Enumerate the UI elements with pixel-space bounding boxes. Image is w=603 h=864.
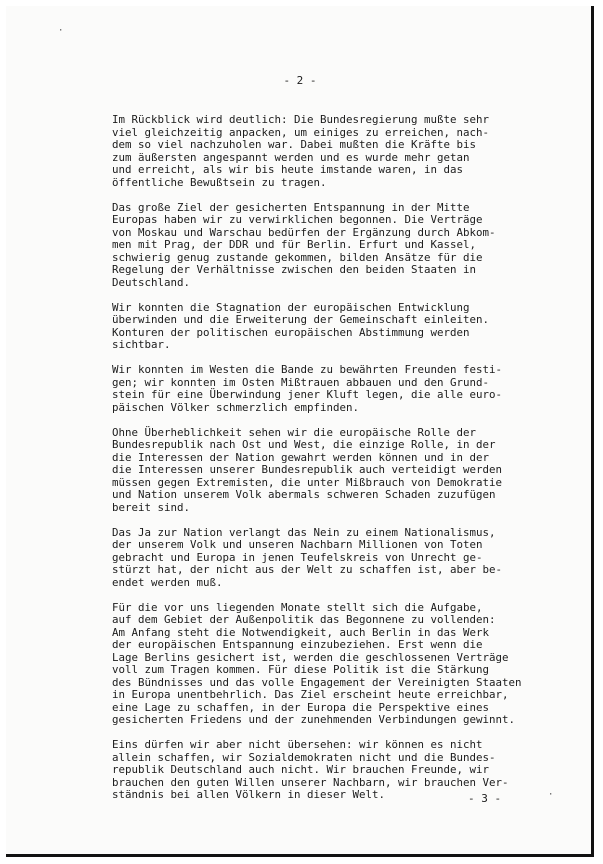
text-line: Regelung der Verhältnisse zwischen den beiden Staaten in (112, 263, 477, 276)
text-line: stein für eine Überwindung jener Kluft legen, die alle euro- (112, 388, 503, 401)
document-page (6, 6, 594, 857)
text-line: Bundesrepublik nach Ost und West, die einzige Rolle, in der (112, 438, 496, 451)
text-line: Lage Berlins gesichert ist, werden die geschlossenen Verträge (112, 650, 509, 664)
text-line: Für die vor uns liegenden Monate stellt sich die Aufgabe, (112, 600, 483, 614)
text-line: sichtbar. (112, 338, 171, 351)
paragraph (112, 302, 544, 352)
paragraph (112, 602, 544, 727)
text-line: gebracht und Europa in jenen Teufelskreis von Unrecht ge- (112, 550, 483, 564)
text-line: Konturen der politischen europäischen Abstimmung werden (112, 325, 470, 339)
text-line: schwierig genug zustande gekommen, bilden Ansätze für die (112, 250, 483, 264)
text-line: die Interessen der Nation gewahrt werden können und in der (112, 450, 490, 464)
text-line: öffentliche Bewußtsein zu tragen. (112, 175, 327, 189)
text-line: Im Rückblick wird deutlich: Die Bundesregierung mußte sehr (112, 113, 490, 126)
scan-speck: · (58, 26, 64, 36)
text-line: bereit sind. (112, 500, 191, 514)
text-line: allein schaffen, wir Sozialdemokraten nicht und die Bundes- (112, 750, 496, 764)
text-line: voll zum Tragen kommen. Für diese Politik ist die Stärkung (112, 663, 490, 676)
paragraph (112, 114, 544, 189)
text-line: Ohne Überheblichkeit sehen wir die europäische Rolle der (112, 425, 477, 439)
text-line: brauchen den guten Willen unserer Nachbarn, wir brauchen Ver- (112, 775, 509, 789)
text-line: in Europa unentbehrlich. Das Ziel erscheint heute erreichbar, (112, 688, 509, 701)
text-line: viel gleichzeitig anpacken, um einiges zu erreichen, nach- (112, 125, 490, 139)
paragraph (112, 427, 544, 515)
text-line: Europas haben wir zu verwirklichen begonnen. Die Verträge (112, 213, 483, 226)
text-line: Eins dürfen wir aber nicht übersehen: wir können es nicht (112, 738, 483, 751)
document-body (112, 114, 544, 814)
page-number: - 2 - (283, 74, 317, 87)
text-line: endet werden muß. (112, 575, 223, 589)
text-line: men mit Prag, der DDR und für Berlin. Erfurt und Kassel, (112, 238, 477, 251)
text-line: Am Anfang steht die Notwendigkeit, auch Berlin in das Werk (112, 625, 490, 639)
text-line: Wir konnten im Westen die Bande zu bewährten Freunden festi- (112, 363, 503, 376)
text-line: ständnis bei allen Völkern in dieser Welt. (112, 788, 386, 801)
text-line: müssen gegen Extremisten, die unter Mißbrauch von Demokratie (112, 475, 503, 489)
text-line: päischen Völker schmerzlich empfinden. (112, 400, 360, 414)
text-line: Deutschland. (112, 275, 191, 289)
scan-speck: · (548, 790, 554, 800)
text-line: dem so viel nachzuholen war. Dabei mußten die Kräfte bis (112, 138, 477, 151)
text-line: der unserem Volk und unseren Nachbarn Millionen von Toten (112, 538, 483, 551)
text-line: auf dem Gebiet der Außenpolitik das Begonnene zu vollenden: (112, 613, 496, 626)
paragraph (112, 202, 544, 290)
text-line: stürzt hat, der nicht aus der Welt zu schaffen ist, aber be- (112, 563, 503, 576)
paragraph (112, 527, 544, 590)
text-line: und erreicht, als wir bis heute imstande waren, in das (112, 163, 464, 176)
continuation-page-marker: - 3 - (468, 792, 502, 805)
text-line: Das große Ziel der gesicherten Entspannung in der Mitte (112, 200, 470, 214)
text-line: von Moskau und Warschau bedürfen der Ergänzung durch Abkom- (112, 225, 496, 239)
text-line: gen; wir konnten im Osten Mißtrauen abbauen und den Grund- (112, 375, 490, 389)
paragraph (112, 364, 544, 414)
text-line: des Bündnisses und das volle Engagement der Vereinigten Staaten (112, 675, 522, 689)
text-line: Das Ja zur Nation verlangt das Nein zu einem Nationalismus, (112, 525, 496, 539)
text-line: der europäischen Entspannung einzubeziehen. Erst wenn die (112, 638, 483, 651)
text-line: zum äußersten angespannt werden und es wurde mehr getan (112, 150, 470, 164)
text-line: gesicherten Friedens und der zunehmenden Verbindungen gewinnt. (112, 713, 516, 726)
text-line: Wir konnten die Stagnation der europäischen Entwicklung (112, 300, 470, 314)
text-line: eine Lage zu schaffen, in der Europa die Perspektive eines (112, 700, 490, 714)
text-line: die Interessen unserer Bundesrepublik auch verteidigt werden (112, 463, 503, 476)
text-line: republik Deutschland auch nicht. Wir brauchen Freunde, wir (112, 763, 490, 776)
text-line: und Nation unserem Volk abermals schweren Schaden zuzufügen (112, 488, 496, 501)
text-line: überwinden und die Erweiterung der Gemeinschaft einleiten. (112, 313, 490, 326)
